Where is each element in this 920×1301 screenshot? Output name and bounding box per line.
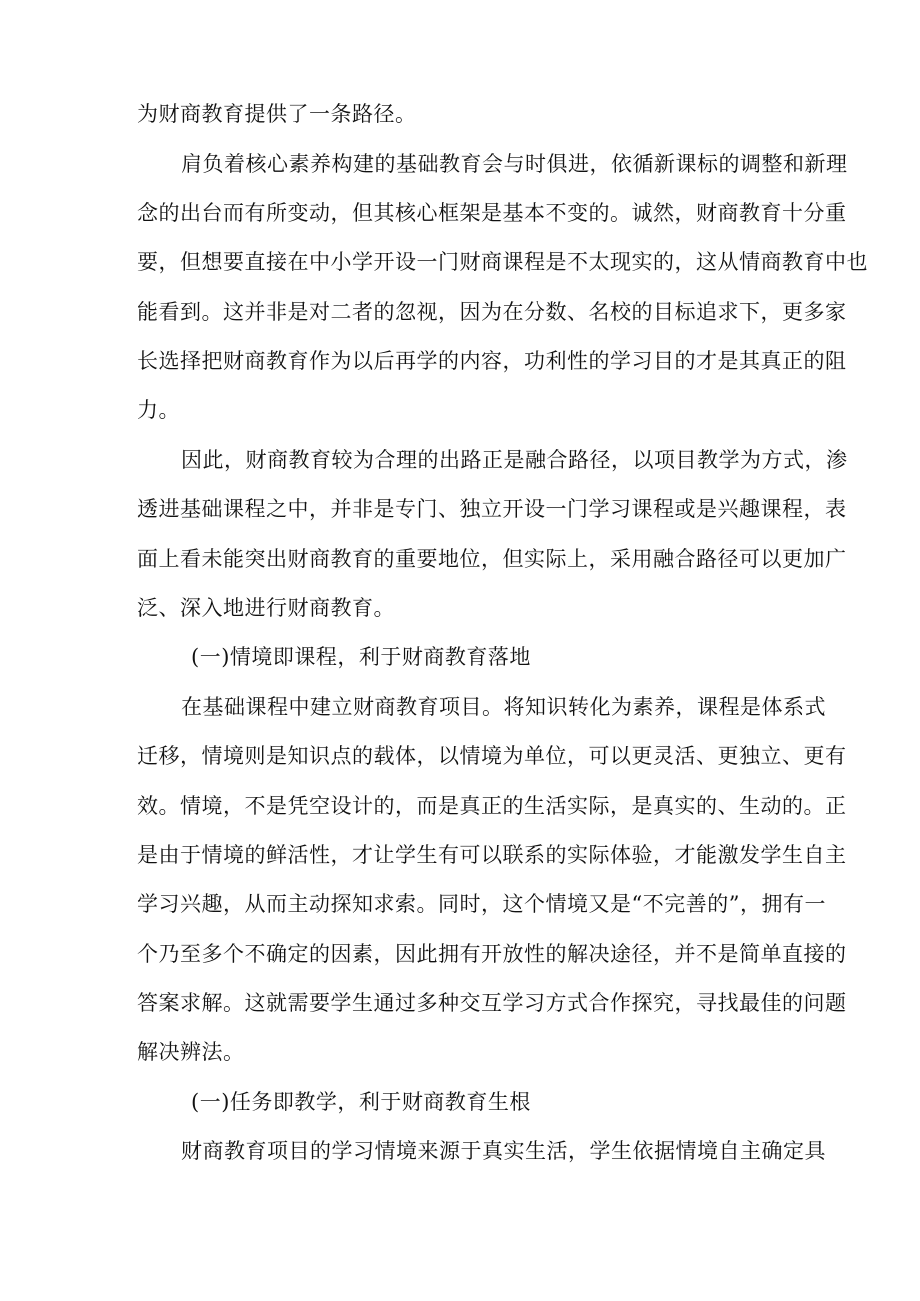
paragraph-line: 迁移，情境则是知识点的载体，以情境为单位，可以更灵活、更独立、更有 xyxy=(137,744,847,768)
paragraph-line: 为财商教育提供了一条路径。 xyxy=(137,102,417,126)
paragraph-line: 要，但想要直接在中小学开设一门财商课程是不太现实的，这从情商教育中也 xyxy=(137,250,868,274)
paragraph-line: 效。情境，不是凭空设计的，而是真正的生活实际，是真实的、生动的。正 xyxy=(137,794,847,818)
section-heading: (一)情境即课程，利于财商教育落地 xyxy=(191,645,531,669)
paragraph-line: 力。 xyxy=(137,398,180,422)
paragraph-line: 学习兴趣，从而主动探知求索。同时，这个情境又是“不完善的”，拥有一 xyxy=(137,892,826,916)
paragraph-line: 解决辨法。 xyxy=(137,1040,245,1064)
paragraph-line: 长选择把财商教育作为以后再学的内容，功利性的学习目的才是其真正的阻 xyxy=(137,349,847,373)
paragraph-line: 在基础课程中建立财商教育项目。将知识转化为素养，课程是体系式 xyxy=(181,695,826,719)
paragraph-line: 个乃至多个不确定的因素，因此拥有开放性的解决途径，并不是简单直接的 xyxy=(137,942,847,966)
paragraph-line: 能看到。这并非是对二者的忽视，因为在分数、名校的目标追求下，更多家 xyxy=(137,300,847,324)
paragraph-line: 财商教育项目的学习情境来源于真实生活，学生依据情境自主确定具 xyxy=(181,1139,826,1163)
paragraph-line: 泛、深入地进行财商教育。 xyxy=(137,596,395,620)
paragraph-line: 透进基础课程之中，并非是专门、独立开设一门学习课程或是兴趣课程，表 xyxy=(137,497,847,521)
paragraph-line: 面上看未能突出财商教育的重要地位，但实际上，采用融合路径可以更加广 xyxy=(137,547,847,571)
section-heading: (一)任务即教学，利于财商教育生根 xyxy=(191,1090,531,1114)
paragraph-line: 肩负着核心素养构建的基础教育会与时俱进，依循新课标的调整和新理 xyxy=(181,152,848,176)
paragraph-line: 念的出台而有所变动，但其核心框架是基本不变的。诚然，财商教育十分重 xyxy=(137,201,847,225)
paragraph-line: 答案求解。这就需要学生通过多种交互学习方式合作探究，寻找最佳的问题 xyxy=(137,991,847,1015)
paragraph-line: 因此，财商教育较为合理的出路正是融合路径，以项目教学为方式，渗 xyxy=(181,448,848,472)
paragraph-line: 是由于情境的鲜活性，才让学生有可以联系的实际体验，才能激发学生自主 xyxy=(137,843,847,867)
